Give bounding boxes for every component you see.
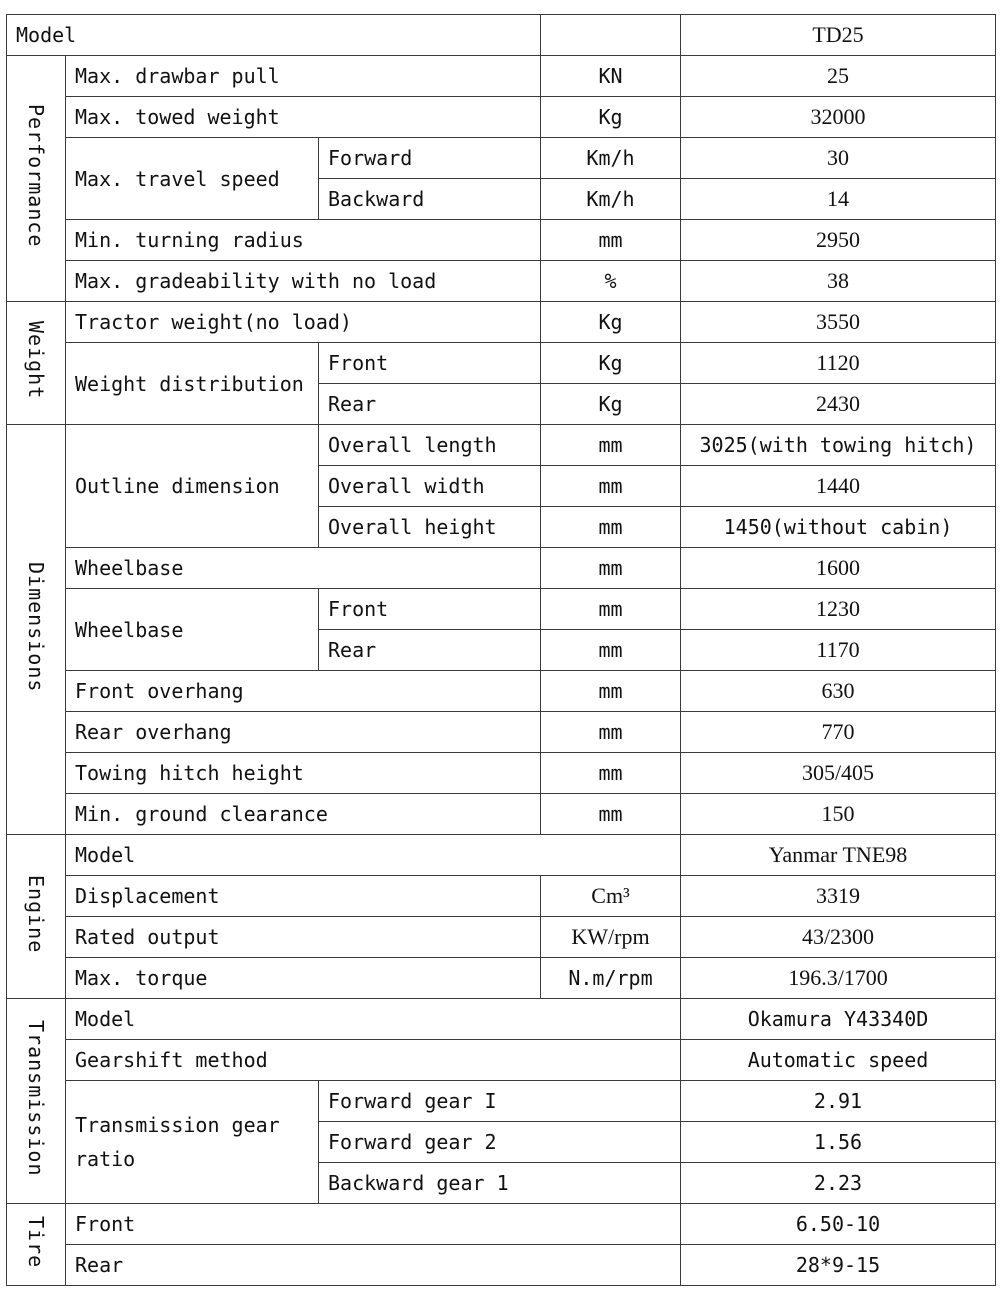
param-label: Rated output [66,917,541,958]
value-cell: 28*9-15 [681,1245,996,1286]
unit-cell: mm [541,794,681,835]
subparam-label: Forward gear I [319,1081,681,1122]
category-dimensions [7,425,66,835]
value-cell: 1120 [681,343,996,384]
param-label: Outline dimension [66,425,319,548]
param-label: Wheelbase [66,548,541,589]
param-label: Towing hitch height [66,753,541,794]
param-label: Model [66,835,681,876]
table-row [7,589,996,630]
subparam-label: Front [319,343,541,384]
unit-cell: Kg [541,97,681,138]
table-row [7,220,996,261]
value-cell: 32000 [681,97,996,138]
table-row [7,1040,996,1081]
category-label: Weight [24,321,48,400]
param-label: Displacement [66,876,541,917]
category-label: Tire [24,1215,48,1269]
param-label: Transmission gear ratio [66,1081,319,1204]
unit-cell: mm [541,671,681,712]
value-cell: Okamura Y43340D [681,999,996,1040]
table-row [7,794,996,835]
subparam-label: Backward gear 1 [319,1163,681,1204]
param-label: Gearshift method [66,1040,681,1081]
category-engine [7,835,66,999]
value-cell: 770 [681,712,996,753]
table-row-header [7,15,996,56]
table-row [7,671,996,712]
param-label: Front overhang [66,671,541,712]
table-row [7,1204,996,1245]
table-row [7,958,996,999]
value-cell: 38 [681,261,996,302]
table-row [7,753,996,794]
param-label: Wheelbase [66,589,319,671]
table-row [7,917,996,958]
header-label: Model [7,15,541,56]
value-cell: 2950 [681,220,996,261]
value-cell: 2.23 [681,1163,996,1204]
param-label: Rear overhang [66,712,541,753]
header-unit [541,15,681,56]
param-label: Max. drawbar pull [66,56,541,97]
value-cell: 1.56 [681,1122,996,1163]
param-label: Min. ground clearance [66,794,541,835]
unit-cell: mm [541,548,681,589]
table-row [7,138,996,179]
table-row [7,56,996,97]
subparam-label: Forward [319,138,541,179]
header-model-value: TD25 [681,15,996,56]
unit-cell: mm [541,712,681,753]
subparam-label: Overall height [319,507,541,548]
value-cell: 25 [681,56,996,97]
unit-cell: KW/rpm [541,917,681,958]
value-cell: 3550 [681,302,996,343]
param-label: Max. towed weight [66,97,541,138]
param-label: Weight distribution [66,343,319,425]
value-cell: 30 [681,138,996,179]
unit-cell: mm [541,466,681,507]
table-row [7,999,996,1040]
spec-table [6,14,996,1286]
subparam-label: Overall length [319,425,541,466]
table-row [7,835,996,876]
subparam-label: Overall width [319,466,541,507]
table-row [7,548,996,589]
subparam-label: Backward [319,179,541,220]
param-label: Min. turning radius [66,220,541,261]
table-row [7,712,996,753]
unit-cell: Kg [541,343,681,384]
unit-cell: KN [541,56,681,97]
unit-cell: Km/h [541,179,681,220]
category-weight [7,302,66,425]
category-label: Transmission [24,1020,48,1177]
value-cell: 630 [681,671,996,712]
category-label: Performance [24,104,48,248]
value-cell: 196.3/1700 [681,958,996,999]
subparam-label: Forward gear 2 [319,1122,681,1163]
value-cell: 3319 [681,876,996,917]
param-label: Max. gradeability with no load [66,261,541,302]
unit-cell: % [541,261,681,302]
value-cell: 2430 [681,384,996,425]
value-cell: 1230 [681,589,996,630]
unit-cell: Kg [541,302,681,343]
value-cell: 6.50-10 [681,1204,996,1245]
value-cell: 14 [681,179,996,220]
subparam-label: Rear [319,384,541,425]
unit-cell: mm [541,220,681,261]
value-cell: 3025(with towing hitch) [681,425,996,466]
value-cell: 43/2300 [681,917,996,958]
table-row [7,1245,996,1286]
unit-cell: Kg [541,384,681,425]
unit-cell: mm [541,589,681,630]
table-row [7,343,996,384]
category-label: Dimensions [24,561,48,693]
category-transmission [7,999,66,1204]
value-cell: 305/405 [681,753,996,794]
category-label: Engine [24,874,48,954]
table-row [7,97,996,138]
unit-cell: N.m/rpm [541,958,681,999]
value-cell: 2.91 [681,1081,996,1122]
value-cell: 1170 [681,630,996,671]
table-row [7,1081,996,1122]
unit-cell: Km/h [541,138,681,179]
value-cell: 1600 [681,548,996,589]
unit-cell: mm [541,425,681,466]
value-cell: Automatic speed [681,1040,996,1081]
unit-cell: Cm³ [541,876,681,917]
subparam-label: Front [319,589,541,630]
param-label: Rear [66,1245,681,1286]
unit-cell: mm [541,630,681,671]
param-label: Tractor weight(no load) [66,302,541,343]
value-cell: 150 [681,794,996,835]
value-cell: Yanmar TNE98 [681,835,996,876]
table-row [7,425,996,466]
table-row [7,876,996,917]
param-label: Max. travel speed [66,138,319,220]
param-label: Front [66,1204,681,1245]
unit-cell: mm [541,507,681,548]
param-label: Model [66,999,681,1040]
unit-cell: mm [541,753,681,794]
value-cell: 1450(without cabin) [681,507,996,548]
table-row [7,261,996,302]
category-tire [7,1204,66,1286]
value-cell: 1440 [681,466,996,507]
param-label: Max. torque [66,958,541,999]
category-performance [7,56,66,302]
subparam-label: Rear [319,630,541,671]
table-row [7,302,996,343]
